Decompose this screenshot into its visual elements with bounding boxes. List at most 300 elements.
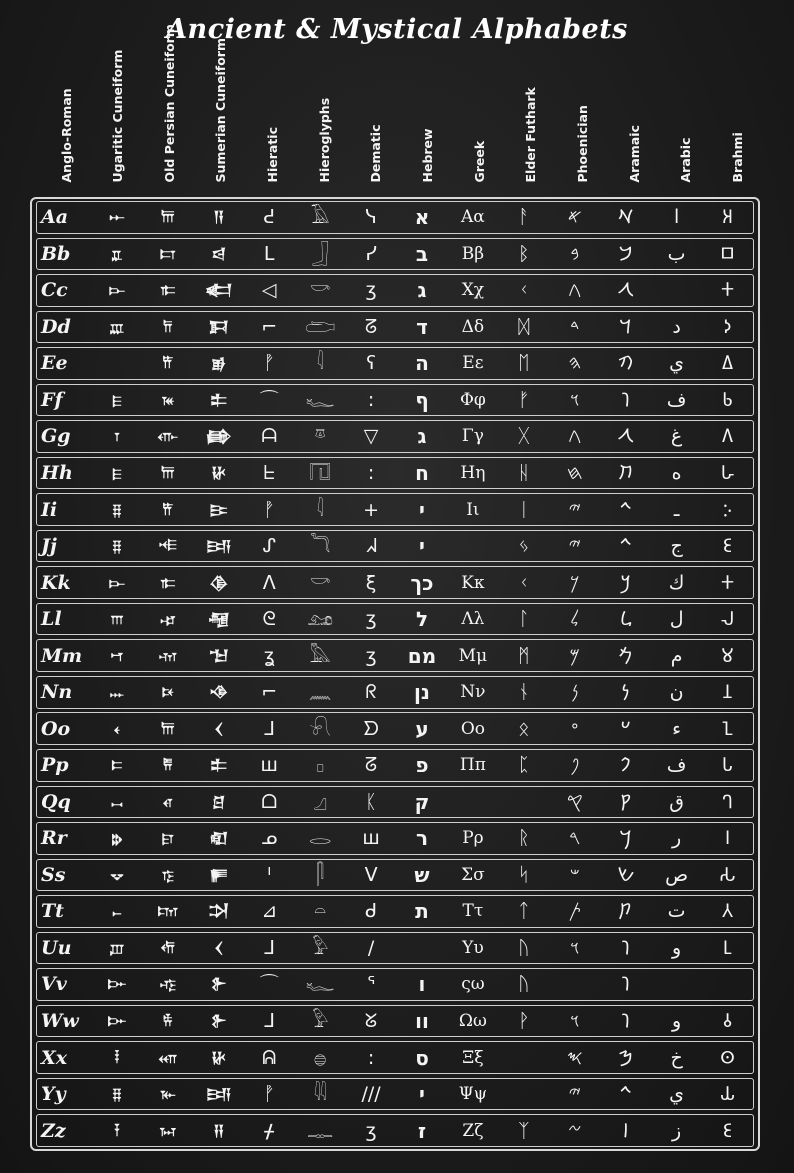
glyph-cell: 𑀕 bbox=[721, 425, 734, 448]
glyph-cell: 𒈾 bbox=[209, 683, 228, 702]
latin-letter: Bb bbox=[41, 242, 71, 265]
column-header-label: Dematic bbox=[368, 124, 384, 183]
glyph-cell: 𒆷 bbox=[207, 610, 229, 629]
glyph-cell: Ηη bbox=[460, 463, 486, 484]
glyph-cell: 𐡐 bbox=[620, 754, 632, 777]
glyph-cell: ᛚ bbox=[518, 608, 530, 631]
glyph-cell: 𐎚 bbox=[112, 902, 121, 921]
glyph-cell: ᘔ bbox=[364, 754, 378, 777]
glyph-cell: ᚲ bbox=[518, 279, 530, 302]
glyph-cell: 𐤆 bbox=[567, 1119, 582, 1142]
glyph-cell: ᖶ bbox=[263, 462, 275, 485]
glyph-cell: 𐎺 bbox=[159, 975, 175, 994]
glyph-cell: 𐎥 bbox=[157, 427, 177, 446]
glyph-cell: 𓎡 bbox=[309, 279, 331, 302]
glyph-cell: מם bbox=[407, 643, 437, 668]
glyph-cell: و bbox=[672, 936, 682, 959]
glyph-cell: Ττ bbox=[462, 901, 484, 922]
glyph-cell: Ωω bbox=[458, 1010, 487, 1031]
glyph-cell: 𐎇 bbox=[114, 1121, 119, 1140]
glyph-cell: 𒋫 bbox=[208, 902, 229, 921]
table-row bbox=[36, 749, 754, 782]
glyph-cell: 𐎎 bbox=[110, 646, 122, 665]
column-header-label: Phoenician bbox=[575, 105, 591, 183]
glyph-cell: ᛋ bbox=[518, 863, 530, 886]
column-header-label: Sumerian Cuneiform bbox=[213, 38, 229, 183]
glyph-cell: ו bbox=[418, 972, 426, 997]
glyph-cell: 𐤅 bbox=[570, 936, 580, 959]
glyph-cell: 𒌋 bbox=[214, 719, 223, 738]
glyph-cell: 𐎅 bbox=[112, 390, 121, 409]
glyph-cell: ᚹ bbox=[518, 1009, 530, 1032]
latin-letter: Hh bbox=[41, 462, 73, 485]
glyph-cell: 𐤄 bbox=[568, 352, 582, 375]
glyph-cell: 𓊃 bbox=[307, 1119, 334, 1142]
glyph-cell: 𐎤 bbox=[163, 792, 172, 811]
glyph-cell: 𐎭 bbox=[163, 317, 172, 336]
glyph-cell: Ππ bbox=[459, 755, 486, 776]
glyph-cell: 𐎠 bbox=[161, 464, 174, 483]
column-header bbox=[498, 52, 550, 194]
column-header-label: Hebrew bbox=[419, 128, 435, 183]
latin-letter: Dd bbox=[41, 315, 71, 338]
glyph-cell: א bbox=[414, 205, 430, 230]
glyph-cell: ص bbox=[665, 863, 689, 886]
table-row bbox=[36, 786, 754, 819]
latin-letter: Yy bbox=[41, 1083, 66, 1106]
glyph-cell: ء bbox=[672, 717, 682, 740]
column-header bbox=[704, 52, 756, 194]
glyph-cell: 𐎋 bbox=[108, 281, 124, 300]
glyph-cell: ⌒ bbox=[259, 973, 279, 996]
table-row bbox=[36, 603, 754, 636]
glyph-cell: ف bbox=[666, 754, 687, 777]
glyph-cell: 𓇌 bbox=[313, 1083, 327, 1106]
latin-letter: Oo bbox=[41, 717, 71, 740]
table-row bbox=[36, 274, 754, 307]
glyph-cell: ᓯ bbox=[365, 242, 377, 265]
glyph-cell: 𑀑 bbox=[721, 717, 734, 740]
glyph-cell: و bbox=[672, 1009, 682, 1032]
glyph-cell: ʒ bbox=[365, 644, 377, 667]
glyph-cell: 𐎳 bbox=[161, 390, 174, 409]
glyph-cell: 𐡉 bbox=[619, 535, 632, 558]
glyph-cell: 𐡁 bbox=[618, 242, 633, 265]
glyph-cell: 𒅀 bbox=[206, 1085, 231, 1104]
glyph-cell: 𐎫 bbox=[157, 902, 177, 921]
column-header bbox=[601, 52, 653, 194]
glyph-cell: ш bbox=[362, 827, 380, 850]
table-row bbox=[36, 384, 754, 417]
glyph-cell: 𓐍 bbox=[313, 1046, 327, 1069]
glyph-cell: ق bbox=[669, 790, 684, 813]
column-header bbox=[239, 52, 291, 194]
glyph-cell: ב bbox=[415, 241, 429, 266]
glyph-cell: 𐤃 bbox=[570, 315, 580, 338]
glyph-cell: 𐎀 bbox=[109, 208, 124, 227]
glyph-cell: 𐡅 bbox=[621, 388, 630, 411]
glyph-cell: 𐡉 bbox=[619, 498, 632, 521]
table-row bbox=[36, 566, 754, 599]
glyph-cell: 𓆑 bbox=[305, 973, 335, 996]
glyph-cell: 𐤐 bbox=[570, 754, 580, 777]
glyph-cell: ᛃ bbox=[518, 535, 530, 558]
glyph-cell: 𐤂 bbox=[568, 425, 582, 448]
glyph-cell: כך bbox=[410, 570, 434, 595]
glyph-cell: 𑀣 bbox=[719, 1046, 736, 1069]
glyph-cell: 𑀢 bbox=[721, 900, 734, 923]
glyph-cell: 𒅗 bbox=[205, 281, 232, 300]
glyph-cell: 𐡌 bbox=[618, 644, 633, 667]
table-row bbox=[36, 895, 754, 928]
glyph-cell: ▽ bbox=[363, 425, 379, 448]
glyph-cell: 𐎼 bbox=[162, 829, 173, 848]
glyph-cell: 𓃭 bbox=[307, 608, 334, 631]
latin-letter: Pp bbox=[41, 754, 69, 777]
glyph-cell: ᔑ bbox=[262, 535, 276, 558]
glyph-cell: 𓆓 bbox=[309, 535, 331, 558]
glyph-cell: 𐡋 bbox=[620, 608, 632, 631]
glyph-cell: ᒪ bbox=[263, 242, 275, 265]
glyph-cell: ᒧ bbox=[263, 1009, 276, 1032]
glyph-cell: 𒉿 bbox=[210, 975, 226, 994]
glyph-cell: 𐎆 bbox=[107, 1011, 126, 1030]
glyph-cell: ج bbox=[670, 535, 683, 558]
glyph-cell: 𐎁 bbox=[111, 244, 122, 263]
glyph-cell: פ bbox=[415, 753, 429, 778]
glyph-cell: 𓄿 bbox=[310, 206, 330, 229]
glyph-cell: Ββ bbox=[461, 243, 485, 264]
glyph-cell: Υυ bbox=[462, 937, 484, 958]
latin-letter: Xx bbox=[41, 1046, 68, 1069]
column-header-label: Hieratic bbox=[264, 127, 280, 183]
glyph-cell: 𒄿 bbox=[209, 500, 228, 519]
glyph-cell: 𓂧 bbox=[305, 315, 336, 338]
glyph-cell: ᕍ bbox=[263, 206, 275, 229]
glyph-cell: Χχ bbox=[461, 280, 485, 301]
glyph-cell: 𐡃 bbox=[619, 315, 632, 338]
table-row bbox=[36, 347, 754, 380]
glyph-cell: ה bbox=[415, 351, 429, 376]
latin-letter: Qq bbox=[41, 790, 71, 813]
page-title: Ancient & Mystical Alphabets bbox=[166, 14, 628, 45]
glyph-cell: ا bbox=[673, 206, 680, 229]
glyph-cell: 𐤔 bbox=[569, 863, 580, 886]
glyph-cell: 𐎖 bbox=[111, 792, 122, 811]
glyph-cell: ر bbox=[672, 827, 682, 850]
table-row bbox=[36, 822, 754, 855]
glyph-cell: 𑀏 bbox=[721, 352, 734, 375]
glyph-cell: ᑊ bbox=[267, 863, 272, 886]
glyph-cell: 𐤉 bbox=[568, 1083, 581, 1106]
glyph-cell: 𐡂 bbox=[617, 279, 634, 302]
glyph-cell: 𑀳 bbox=[720, 462, 735, 485]
table-row bbox=[36, 238, 754, 271]
glyph-cell: 𐎒 bbox=[110, 865, 123, 884]
glyph-cell: 𐤀 bbox=[567, 206, 582, 229]
glyph-cell: 𑀦 bbox=[722, 681, 733, 704]
glyph-cell: ςω bbox=[461, 974, 485, 995]
glyph-cell: 𓈖 bbox=[308, 681, 332, 704]
alphabet-table bbox=[30, 197, 760, 1151]
glyph-cell: 𑀧 bbox=[721, 754, 734, 777]
column-header bbox=[394, 52, 446, 194]
glyph-cell: 𐤏 bbox=[571, 717, 579, 740]
glyph-cell: 𒍝 bbox=[213, 1121, 224, 1140]
glyph-cell: ʒ bbox=[365, 608, 377, 631]
glyph-cell: ш bbox=[260, 754, 278, 777]
glyph-cell: ل bbox=[669, 608, 684, 631]
glyph-cell: 𐤌 bbox=[569, 644, 580, 667]
glyph-cell: 𒉿 bbox=[210, 1011, 226, 1030]
glyph-cell: 𐡅 bbox=[621, 936, 630, 959]
glyph-cell: 𐤍 bbox=[571, 681, 579, 704]
glyph-cell: ʕ bbox=[366, 352, 376, 375]
column-header-label: Hieroglyphs bbox=[316, 97, 332, 183]
column-header-label: Elder Futhark bbox=[523, 87, 539, 183]
glyph-cell: ت bbox=[667, 900, 686, 923]
column-header-label: Old Persian Cuneiform bbox=[161, 24, 177, 183]
glyph-cell: 𓉔 bbox=[309, 462, 331, 485]
table-row bbox=[36, 1041, 754, 1074]
glyph-cell: 𐤂 bbox=[568, 279, 582, 302]
glyph-cell: ל bbox=[415, 607, 429, 632]
glyph-cell: 𒁀 bbox=[211, 244, 226, 263]
glyph-cell: 𓅱 bbox=[311, 1009, 329, 1032]
glyph-cell: ᛉ bbox=[518, 1119, 530, 1142]
glyph-cell: ת bbox=[415, 899, 429, 924]
glyph-cell: 𒊓 bbox=[209, 865, 228, 884]
table-row bbox=[36, 859, 754, 892]
table-row bbox=[36, 932, 754, 965]
glyph-cell: 𐎾 bbox=[160, 610, 175, 629]
glyph-cell: 𓊪 bbox=[316, 754, 324, 777]
glyph-cell: ᖽ bbox=[365, 535, 377, 558]
glyph-cell: ע bbox=[415, 716, 429, 741]
table-row bbox=[36, 712, 754, 745]
glyph-cell: ي bbox=[669, 1083, 685, 1106]
glyph-cell: ن bbox=[669, 681, 684, 704]
glyph-cell: ي bbox=[669, 352, 685, 375]
glyph-cell: 𒉺 bbox=[209, 756, 227, 775]
table-row bbox=[36, 1078, 754, 1111]
table-row bbox=[36, 1114, 754, 1147]
glyph-cell: ᗤ bbox=[363, 717, 379, 740]
glyph-cell: ᒧ bbox=[263, 717, 276, 740]
latin-letter: Gg bbox=[41, 425, 71, 448]
column-header bbox=[291, 52, 343, 194]
glyph-cell: ᚺ bbox=[518, 462, 530, 485]
glyph-cell: 𐎱 bbox=[163, 756, 172, 775]
glyph-cell: 𐤋 bbox=[570, 608, 580, 631]
column-header bbox=[446, 52, 498, 194]
latin-letter: Ll bbox=[41, 608, 62, 631]
glyph-cell: י bbox=[419, 534, 425, 559]
glyph-cell: ᓄ bbox=[261, 827, 278, 850]
glyph-cell: 𐎃 bbox=[114, 1048, 119, 1067]
glyph-cell: 𐎢 bbox=[160, 938, 174, 957]
glyph-cell: 𐏀 bbox=[159, 1121, 176, 1140]
glyph-cell: 𒅀 bbox=[206, 537, 231, 556]
glyph-cell: : bbox=[367, 1046, 375, 1069]
glyph-cell: 𐎄 bbox=[109, 317, 123, 336]
latin-letter: Rr bbox=[41, 827, 67, 850]
glyph-cell: ח bbox=[415, 461, 429, 486]
glyph-cell: 𐎗 bbox=[111, 829, 122, 848]
glyph-cell: 𐡎 bbox=[618, 1046, 633, 1069]
table-row bbox=[36, 1005, 754, 1038]
glyph-cell: ᚨ bbox=[518, 206, 530, 229]
glyph-cell: 𒂵 bbox=[205, 427, 231, 446]
glyph-cell: 𐡒 bbox=[619, 790, 632, 813]
column-header-label: Ugaritic Cuneiform bbox=[109, 49, 125, 183]
column-header-label: Arabic bbox=[678, 137, 694, 183]
glyph-cell: ף bbox=[415, 387, 429, 412]
glyph-cell: 𐎣 bbox=[160, 281, 175, 300]
glyph-cell: 𐤒 bbox=[566, 790, 583, 813]
column-header bbox=[549, 52, 601, 194]
column-header bbox=[653, 52, 705, 194]
glyph-cell: ʒ bbox=[365, 279, 377, 302]
glyph-cell: ز bbox=[672, 1119, 682, 1142]
glyph-cell: ᛞ bbox=[518, 315, 530, 338]
glyph-cell: ف bbox=[666, 388, 687, 411]
table-row bbox=[36, 420, 754, 453]
glyph-cell: 𐡂 bbox=[617, 425, 634, 448]
latin-letter: Ww bbox=[41, 1009, 79, 1032]
glyph-cell: ᚡ bbox=[263, 498, 275, 521]
glyph-cell: 𐎐 bbox=[110, 683, 123, 702]
column-header bbox=[34, 52, 84, 194]
glyph-cell: Ζζ bbox=[462, 1120, 484, 1141]
glyph-cell: 𐎠 bbox=[161, 208, 174, 227]
column-header-label: Anglo-Roman bbox=[59, 88, 74, 183]
glyph-cell: 𐎋 bbox=[108, 573, 124, 592]
glyph-cell: 𐎍 bbox=[110, 610, 123, 629]
column-header bbox=[84, 49, 136, 194]
table-row bbox=[36, 968, 754, 1001]
glyph-cell: ⊿ bbox=[261, 900, 278, 923]
glyph-cell: ξ bbox=[365, 571, 377, 594]
latin-letter: Nn bbox=[41, 681, 73, 704]
glyph-cell: ᛗ bbox=[518, 644, 530, 667]
glyph-cell: ᐯ bbox=[364, 863, 378, 886]
glyph-cell: 𑀯 bbox=[722, 1009, 733, 1032]
glyph-cell: خ bbox=[670, 1046, 683, 1069]
glyph-cell: 𐡏 bbox=[620, 717, 631, 740]
glyph-cell: 𐡇 bbox=[618, 462, 633, 485]
glyph-cell: 𑀚 bbox=[722, 1119, 733, 1142]
glyph-cell: ᚲ bbox=[518, 571, 530, 594]
glyph-cell: 𒂊 bbox=[211, 354, 226, 373]
glyph-cell: / bbox=[367, 936, 375, 959]
glyph-cell: 𒁕 bbox=[208, 317, 228, 336]
glyph-cell: Δδ bbox=[461, 316, 485, 337]
latin-letter: Kk bbox=[41, 571, 71, 594]
glyph-cell: 𑀨 bbox=[722, 388, 733, 411]
glyph-cell: 𑀬 bbox=[719, 1083, 736, 1106]
glyph-cell: ᚱ bbox=[518, 827, 530, 850]
glyph-cell: /// bbox=[361, 1083, 381, 1106]
glyph-cell: 𐡅 bbox=[621, 973, 630, 996]
column-header-label: Aramaic bbox=[626, 125, 642, 183]
glyph-cell: ᚾ bbox=[518, 681, 530, 704]
glyph-cell: Σσ bbox=[461, 864, 485, 885]
table-row bbox=[36, 530, 754, 563]
glyph-cell: 𐎜 bbox=[109, 938, 124, 957]
glyph-cell: ᛏ bbox=[518, 900, 530, 923]
glyph-cell: 𐎣 bbox=[160, 573, 175, 592]
glyph-cell: ᛈ bbox=[518, 754, 530, 777]
column-header-label: Greek bbox=[471, 140, 487, 183]
glyph-cell: ᚡ bbox=[263, 1083, 275, 1106]
glyph-cell: נן bbox=[414, 680, 430, 705]
glyph-cell: ب bbox=[667, 242, 686, 265]
glyph-cell: ◁ bbox=[261, 279, 277, 302]
glyph-cell: Ρρ bbox=[462, 828, 484, 849]
glyph-cell: 𑀲 bbox=[719, 863, 736, 886]
glyph-cell: 𓅓 bbox=[309, 644, 331, 667]
latin-letter: Ee bbox=[41, 352, 68, 375]
glyph-cell: ᗩ bbox=[261, 425, 278, 448]
glyph-cell: ʒ bbox=[365, 1119, 377, 1142]
glyph-cell: 𐎴 bbox=[162, 683, 173, 702]
glyph-cell: 𓆑 bbox=[305, 388, 335, 411]
glyph-cell: ג bbox=[417, 424, 427, 449]
glyph-cell: 𒄩 bbox=[211, 464, 226, 483]
glyph-cell: ש bbox=[414, 862, 430, 887]
glyph-cell: 𒈠 bbox=[208, 646, 228, 665]
glyph-cell: غ bbox=[670, 425, 683, 448]
glyph-cell: + bbox=[363, 498, 380, 521]
glyph-cell: 𐤊 bbox=[570, 571, 580, 594]
glyph-cell: 𑀓 bbox=[720, 571, 735, 594]
table-row bbox=[36, 457, 754, 490]
glyph-cell: Ξξ bbox=[462, 1047, 484, 1068]
column-header bbox=[342, 52, 394, 194]
glyph-cell: ᚋ bbox=[264, 1119, 274, 1142]
glyph-cell: 𓇋 bbox=[316, 498, 324, 521]
glyph-cell: י bbox=[419, 497, 425, 522]
glyph-cell: 𐡄 bbox=[617, 352, 634, 375]
glyph-cell: ס bbox=[415, 1045, 429, 1070]
glyph-cell: ᚠ bbox=[518, 388, 530, 411]
glyph-cell: וו bbox=[415, 1008, 429, 1033]
glyph-cell: Νν bbox=[460, 682, 486, 703]
glyph-cell: 𑀩 bbox=[720, 242, 735, 265]
glyph-cell: 𒌋 bbox=[214, 938, 223, 957]
table-row bbox=[36, 201, 754, 234]
glyph-cell: 𑀚 bbox=[722, 535, 733, 558]
latin-letter: Ii bbox=[41, 498, 58, 521]
glyph-cell: 𐎪 bbox=[159, 537, 176, 556]
glyph-cell: 𐎧 bbox=[158, 1048, 176, 1067]
column-header bbox=[187, 38, 239, 194]
glyph-cell: 𐤓 bbox=[569, 827, 581, 850]
glyph-cell: 𐎠 bbox=[161, 719, 174, 738]
glyph-cell: 𐎊 bbox=[112, 1085, 121, 1104]
glyph-cell: ᗝ bbox=[261, 790, 278, 813]
glyph-cell: Λλ bbox=[461, 609, 485, 630]
glyph-cell: י bbox=[419, 1082, 425, 1107]
glyph-cell: 𐡔 bbox=[616, 863, 635, 886]
glyph-cell: ᕐ bbox=[367, 973, 376, 996]
glyph-cell: ᛕ bbox=[365, 790, 377, 813]
glyph-cell: Ιι bbox=[466, 499, 480, 520]
glyph-cell: Κκ bbox=[461, 572, 485, 593]
glyph-cell: ᛒ bbox=[518, 242, 530, 265]
glyph-cell: Ψψ bbox=[458, 1084, 488, 1105]
